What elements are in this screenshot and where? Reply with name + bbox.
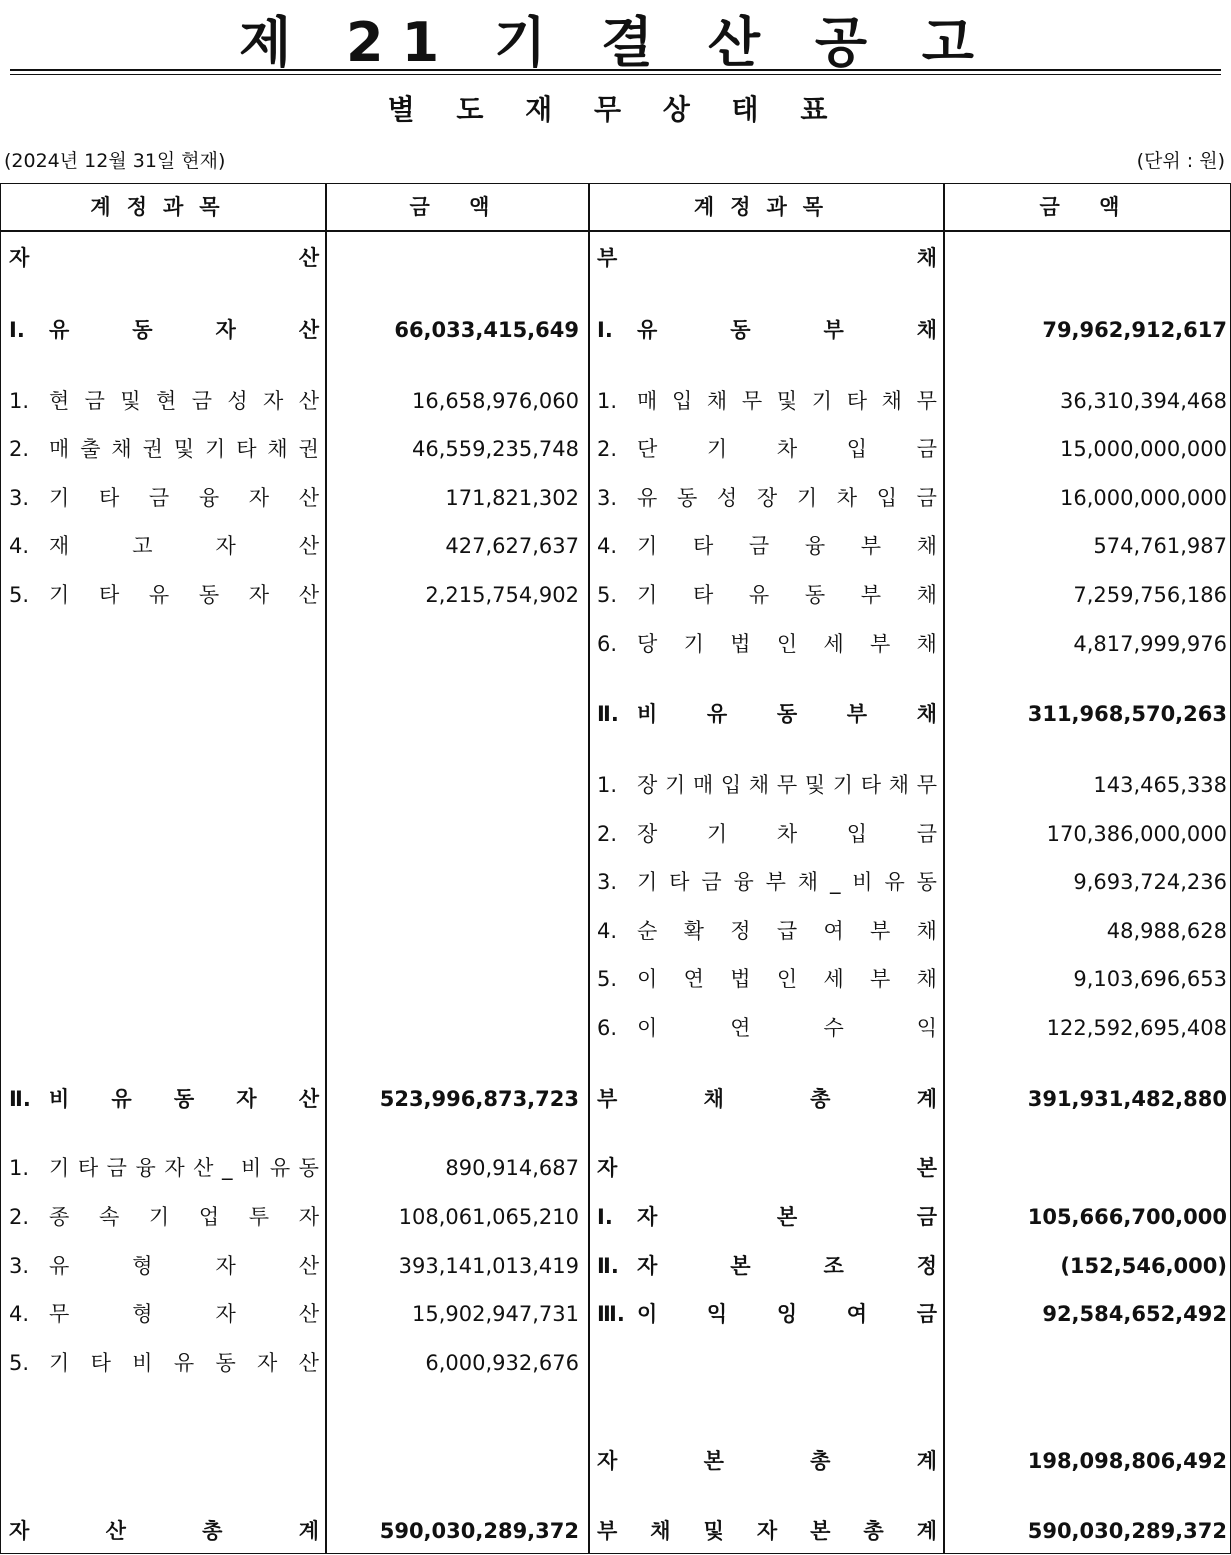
account-label: 매 출 채 권 및 기 타 채 권 [49,437,319,461]
left-amount: 171,821,302 [445,486,579,510]
right-amount: 15,000,000,000 [1060,437,1227,461]
left-amount: 590,030,289,372 [379,1519,579,1543]
right-amount: 311,968,570,263 [1027,702,1227,726]
header-amount-right: 금 액 [1039,195,1136,219]
right-account-row [597,1507,937,1555]
item-number: 4. [597,919,618,943]
left-account-row [9,1507,319,1555]
left-account-row [9,234,319,282]
header-account-left: 계정과목 [90,195,236,219]
item-number: Ⅲ. [597,1302,625,1326]
right-amount: 48,988,628 [1106,919,1227,943]
column-divider [943,184,945,1553]
account-label: 부 채 총 계 [597,1087,937,1111]
account-label: 무 형 자 산 [49,1302,319,1326]
right-account-row [597,761,937,809]
balance-sheet-table [0,183,1231,1554]
item-number: 5. [9,1351,30,1375]
right-account-row [597,377,937,425]
left-account-row [9,1193,319,1241]
right-account-row [597,1437,937,1485]
left-amount: 427,627,637 [445,534,579,558]
item-number: 5. [9,583,30,607]
right-amount: 198,098,806,492 [1027,1449,1227,1473]
column-divider [588,184,590,1553]
right-account-row [597,690,937,738]
right-account-row [597,425,937,473]
account-label: 자 산 [9,246,319,270]
right-account-row [597,858,937,906]
right-amount: (152,546,000) [1060,1254,1227,1278]
page-title: 제 21 기 결 산 공 고 [239,11,992,74]
right-amount: 391,931,482,880 [1027,1087,1227,1111]
account-label: 기 타 금 융 부 채 _ 비 유 동 [637,870,937,894]
right-account-row [597,907,937,955]
account-label: 현 금 및 현 금 성 자 산 [49,389,319,413]
account-label: 재 고 자 산 [49,534,319,558]
account-label: 자 본 총 계 [597,1449,937,1473]
item-number: 3. [597,486,618,510]
right-amount: 590,030,289,372 [1027,1519,1227,1543]
right-amount: 105,666,700,000 [1027,1205,1227,1229]
left-amount: 6,000,932,676 [425,1351,579,1375]
item-number: 4. [9,534,30,558]
left-account-row [9,306,319,354]
account-label: 순 확 정 급 여 부 채 [637,919,937,943]
left-account-row [9,1075,319,1123]
right-amount: 122,592,695,408 [1046,1016,1227,1040]
item-number: Ⅱ. [597,1254,619,1278]
left-account-row [9,377,319,425]
left-amount: 393,141,013,419 [398,1254,579,1278]
item-number: 3. [9,1254,30,1278]
right-account-row [597,620,937,668]
account-label: 기 타 비 유 동 자 산 [49,1351,319,1375]
right-account-row [597,571,937,619]
left-amount: 890,914,687 [445,1156,579,1180]
account-label: 자 본 금 [637,1205,937,1229]
account-label: 기 타 금 융 자 산 _ 비 유 동 [49,1156,319,1180]
left-account-row [9,1144,319,1192]
account-label: 종 속 기 업 투 자 [49,1205,319,1229]
left-amount: 16,658,976,060 [412,389,579,413]
statement-title: 별 도 재 무 상 태 표 [387,93,844,126]
left-account-row [9,522,319,570]
account-label: 기 타 금 융 부 채 [637,534,937,558]
left-account-row [9,571,319,619]
account-label: 매 입 채 무 및 기 타 채 무 [637,389,937,413]
right-amount: 143,465,338 [1093,773,1227,797]
account-label: 자 본 조 정 [637,1254,937,1278]
item-number: 1. [597,389,618,413]
item-number: Ⅰ. [9,318,25,342]
right-account-row [597,1193,937,1241]
item-number: 2. [597,437,618,461]
account-label: 기 타 금 융 자 산 [49,486,319,510]
account-label: 당 기 법 인 세 부 채 [637,632,937,656]
left-account-row [9,1339,319,1387]
title-rule [10,69,1221,71]
right-amount: 79,962,912,617 [1042,318,1227,342]
date-note: (2024년 12월 31일 현재) [4,150,226,172]
right-account-row [597,1242,937,1290]
header-divider [1,230,1230,232]
right-account-row [597,1075,937,1123]
account-label: 자 본 [597,1156,937,1180]
right-account-row [597,306,937,354]
item-number: Ⅱ. [9,1087,31,1111]
column-divider [325,184,327,1553]
item-number: 5. [597,583,618,607]
item-number: 6. [597,1016,618,1040]
account-label: 비 유 동 부 채 [637,702,937,726]
left-amount: 523,996,873,723 [379,1087,579,1111]
left-account-row [9,1242,319,1290]
left-amount: 108,061,065,210 [398,1205,579,1229]
left-amount: 66,033,415,649 [394,318,579,342]
right-account-row [597,810,937,858]
account-label: 유 동 부 채 [637,318,937,342]
right-amount: 574,761,987 [1093,534,1227,558]
item-number: 3. [597,870,618,894]
item-number: Ⅰ. [597,1205,613,1229]
item-number: 2. [597,822,618,846]
item-number: 3. [9,486,30,510]
account-label: 단 기 차 입 금 [637,437,937,461]
right-account-row [597,474,937,522]
account-label: 장 기 차 입 금 [637,822,937,846]
account-label: 부 채 및 자 본 총 계 [597,1519,937,1543]
account-label: 자 산 총 계 [9,1519,319,1543]
item-number: Ⅰ. [597,318,613,342]
left-amount: 2,215,754,902 [425,583,579,607]
account-label: 유 동 성 장 기 차 입 금 [637,486,937,510]
right-account-row [597,955,937,1003]
right-account-row [597,1144,937,1192]
account-label: 이 연 법 인 세 부 채 [637,967,937,991]
account-label: 유 동 자 산 [49,318,319,342]
right-amount: 36,310,394,468 [1060,389,1227,413]
right-amount: 92,584,652,492 [1042,1302,1227,1326]
right-amount: 7,259,756,186 [1073,583,1227,607]
left-account-row [9,474,319,522]
account-label: 비 유 동 자 산 [49,1087,319,1111]
left-account-row [9,1290,319,1338]
account-label: 기 타 유 동 자 산 [49,583,319,607]
header-account-right: 계정과목 [693,195,840,219]
left-amount: 15,902,947,731 [412,1302,579,1326]
item-number: 6. [597,632,618,656]
unit-note: (단위 : 원) [1136,150,1225,172]
right-amount: 4,817,999,976 [1073,632,1227,656]
title-rule [10,74,1221,75]
account-label: 이 연 수 익 [637,1016,937,1040]
account-label: 부 채 [597,246,937,270]
item-number: Ⅱ. [597,702,619,726]
item-number: 4. [9,1302,30,1326]
account-label: 장 기 매 입 채 무 및 기 타 채 무 [637,773,937,797]
right-account-row [597,1004,937,1052]
right-amount: 16,000,000,000 [1060,486,1227,510]
account-label: 기 타 유 동 부 채 [637,583,937,607]
item-number: 1. [9,389,30,413]
account-label: 이 익 잉 여 금 [637,1302,937,1326]
item-number: 2. [9,437,30,461]
item-number: 1. [597,773,618,797]
item-number: 1. [9,1156,30,1180]
item-number: 4. [597,534,618,558]
right-amount: 170,386,000,000 [1046,822,1227,846]
left-amount: 46,559,235,748 [412,437,579,461]
item-number: 2. [9,1205,30,1229]
account-label: 유 형 자 산 [49,1254,319,1278]
item-number: 5. [597,967,618,991]
left-account-row [9,425,319,473]
right-account-row [597,522,937,570]
header-amount-left: 금 액 [409,195,506,219]
right-amount: 9,103,696,653 [1073,967,1227,991]
right-account-row [597,1290,937,1338]
right-account-row [597,234,937,282]
right-amount: 9,693,724,236 [1073,870,1227,894]
